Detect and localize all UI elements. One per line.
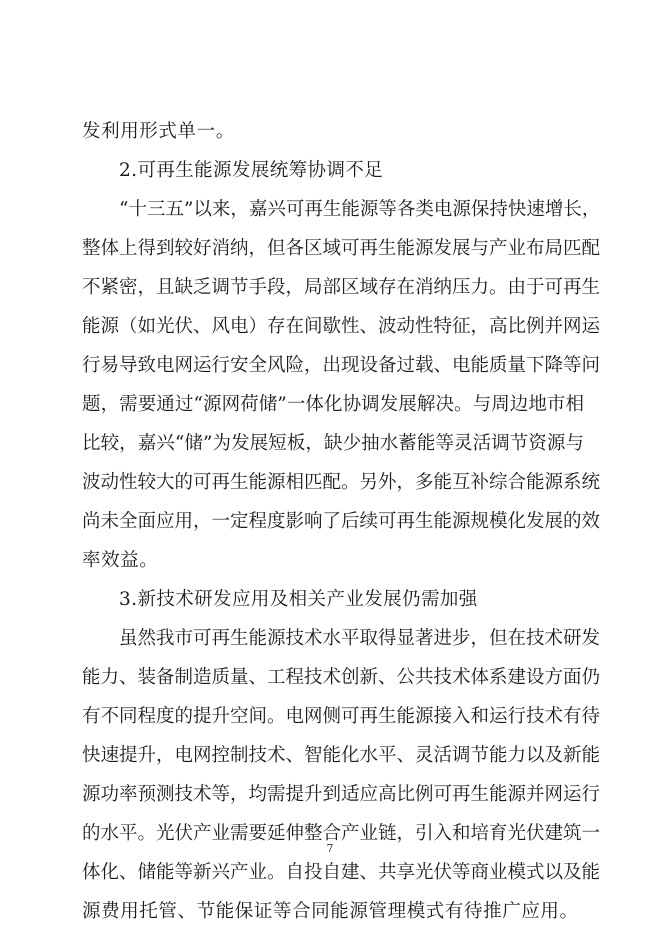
text-line: 能力、装备制造质量、工程技术创新、公共技术体系建设方面仍 <box>82 667 601 688</box>
text-line: 快速提升，电网控制技术、智能化水平、灵活调节能力以及新能 <box>82 745 601 766</box>
text-line: 尚未全面应用，一定程度影响了后续可再生能源规模化发展的效 <box>82 511 601 532</box>
text-line: 的水平。光伏产业需要延伸整合产业链，引入和培育光伏建筑一 <box>82 823 601 844</box>
section-heading: 3.新技术研发应用及相关产业发展仍需加强 <box>119 589 478 610</box>
text-line: 有不同程度的提升空间。电网侧可再生能源接入和运行技术有待 <box>82 706 601 727</box>
text-line: 能源（如光伏、风电）存在间歇性、波动性特征，高比例并网运 <box>82 316 601 337</box>
text-line: 行易导致电网运行安全风险，出现设备过载、电能质量下降等问 <box>82 355 601 376</box>
text-line: 发利用形式单一。 <box>82 121 235 142</box>
text-line: 波动性较大的可再生能源相匹配。另外，多能互补综合能源系统 <box>82 472 601 493</box>
body-text <box>82 112 601 931</box>
text-line: 整体上得到较好消纳，但各区域可再生能源发展与产业布局匹配 <box>82 238 601 259</box>
text-line: 题，需要通过“源网荷储”一体化协调发展解决。与周边地市相 <box>82 394 584 415</box>
text-line: 比较，嘉兴“储”为发展短板，缺少抽水蓄能等灵活调节资源与 <box>82 433 584 454</box>
section-heading: 2.可再生能源发展统筹协调不足 <box>119 160 384 181</box>
text-line: “十三五”以来，嘉兴可再生能源等各类电源保持快速增长， <box>119 199 601 220</box>
text-line: 率效益。 <box>82 550 159 571</box>
page-number: 7 <box>326 842 334 855</box>
text-line: 源功率预测技术等，均需提升到适应高比例可再生能源并网运行 <box>82 784 601 805</box>
text-line: 体化、储能等新兴产业。自投自建、共享光伏等商业模式以及能 <box>82 862 601 883</box>
text-line: 不紧密，且缺乏调节手段，局部区域存在消纳压力。由于可再生 <box>82 277 601 298</box>
text-line: 虽然我市可再生能源技术水平取得显著进步，但在技术研发 <box>119 628 601 649</box>
text-line: 源费用托管、节能保证等合同能源管理模式有待推广应用。 <box>82 901 579 922</box>
